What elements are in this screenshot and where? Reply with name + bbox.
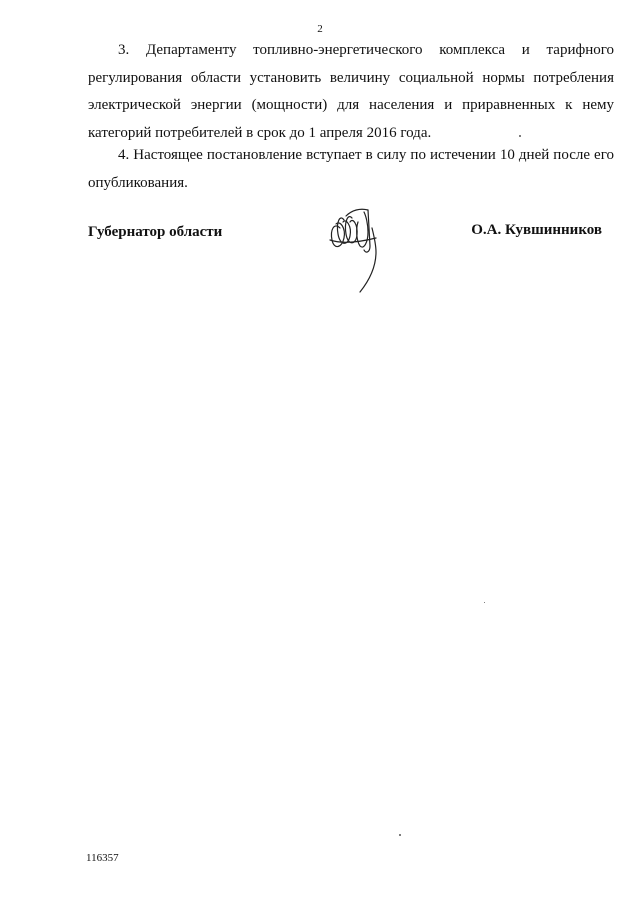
scan-speck — [399, 834, 401, 836]
paragraph-3: 3. Департаменту топливно-энергетического комплекса и тарифного регулирования области установить величину социальной нормы потребления электрической энергии (мощности) для населения и приравненных к нему категорий потребителей в срок до 1 апреля 2016 года. — [88, 42, 614, 141]
document-code: 116357 — [86, 852, 119, 864]
signer-name: О.А. Кувшинников — [471, 222, 602, 238]
scan-speck — [484, 602, 485, 603]
page-number: 2 — [317, 23, 323, 35]
scan-speck — [519, 135, 521, 137]
signer-position: Губернатор области — [88, 224, 223, 240]
handwritten-signature — [326, 200, 392, 296]
paragraph-4: 4. Настоящее постановление вступает в силу по истечении 10 дней после его опубликования. — [88, 147, 614, 191]
